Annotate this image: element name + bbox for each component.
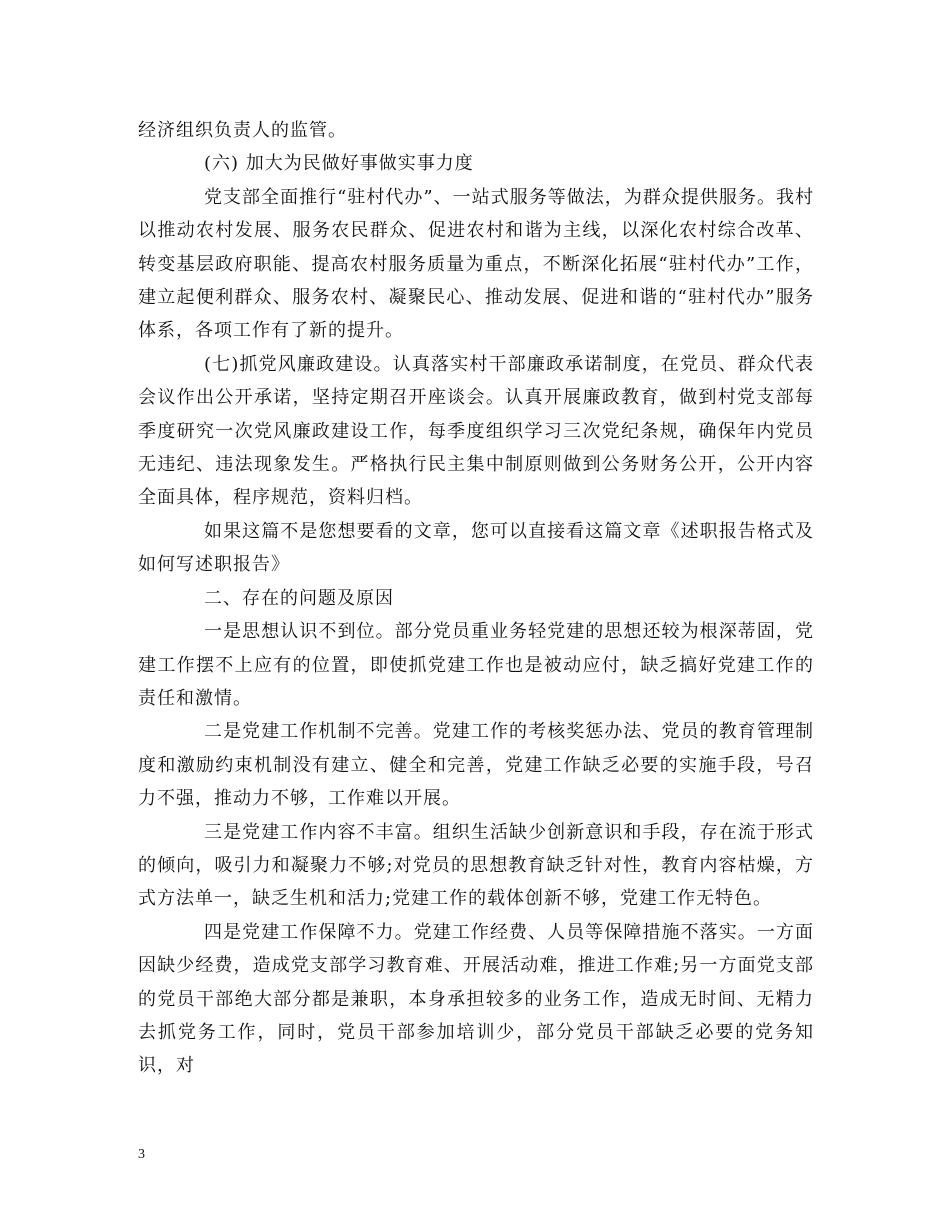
paragraph-problem-one: 一是思想认识不到位。部分党员重业务轻党建的思想还较为根深蒂固，党建工作摆不上应有的位置，即使抓党建工作也是被动应付，缺乏搞好党建工作的责任和激情。: [138, 621, 814, 709]
paragraph-anti-corruption: (七)抓党风廉政建设。认真落实村干部廉政承诺制度，在党员、群众代表会议作出公开承诺，坚持定期召开座谈会。认真开展廉政教育，做到村党支部每季度研究一次党风廉政建设工作，每季度组织学习三次党纪条规，确保年内党员无违纪、违法现象发生。严格执行民主集中制原则做到公务财务公开，公开内容全面具体，程序规范，资料归档。: [138, 353, 814, 509]
paragraph-village-service: 党支部全面推行“驻村代办”、一站式服务等做法，为群众提供服务。我村以推动农村发展、服务农民群众、促进农村和谐为主线，以深化农村综合改革、转变基层政府职能、提高农村服务质量为重点，不断深化拓展“驻村代办”工作，建立起便利群众、服务农村、凝聚民心、推动发展、促进和谐的“驻村代办”服务体系，各项工作有了新的提升。: [138, 186, 814, 342]
paragraph-problem-four: 四是党建工作保障不力。党建工作经费、人员等保障措施不落实。一方面因缺少经费，造成党支部学习教育难、开展活动难，推进工作难;另一方面党支部的党员干部绝大部分都是兼职，本身承担较多的业务工作，造成无时间、无精力去抓党务工作，同时，党员干部参加培训少，部分党员干部缺乏必要的党务知识，对: [138, 921, 814, 1077]
section-heading-problems: 二、存在的问题及原因: [204, 587, 394, 609]
paragraph-related-article-note: 如果这篇不是您想要看的文章，您可以直接看这篇文章《述职报告格式及如何写述职报告》: [138, 520, 814, 576]
section-heading-six: (六) 加大为民做好事做实事力度: [204, 153, 474, 175]
paragraph-1: 经济组织负责人的监管。: [138, 120, 347, 141]
paragraph-problem-two: 二是党建工作机制不完善。党建工作的考核奖惩办法、党员的教育管理制度和激励约束机制没有建立、健全和完善，党建工作缺乏必要的实施手段，号召力不强，推动力不够，工作难以开展。: [138, 721, 814, 810]
page-number: 3: [138, 1147, 145, 1162]
paragraph-problem-three: 三是党建工作内容不丰富。组织生活缺少创新意识和手段，存在流于形式的倾向，吸引力和凝聚力不够;对党员的思想教育缺乏针对性，教育内容枯燥，方式方法单一，缺乏生机和活力;党建工作的载体创新不够，党建工作无特色。: [138, 821, 814, 910]
document-body: [138, 114, 814, 1083]
